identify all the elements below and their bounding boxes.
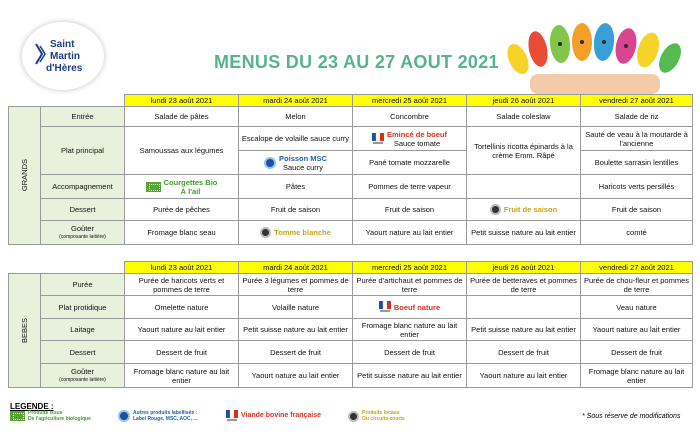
menu-cell: Melon (239, 107, 353, 127)
section-label-bebes: BEBES (9, 274, 41, 388)
menu-cell (239, 151, 353, 175)
menu-cell: Fromage blanc nature au lait entier (581, 364, 693, 388)
row-label-entree: Entrée (41, 107, 125, 127)
menu-item-bio: Courgettes Bio (163, 177, 218, 187)
menu-item-vbf: Boeuf nature (393, 302, 441, 312)
menu-cell: Samoussas aux légumes (125, 127, 239, 175)
menu-cell: Concombre (353, 107, 467, 127)
french-beef-icon (379, 301, 391, 313)
section-label-grands: GRANDS (9, 107, 41, 245)
menu-cell (125, 175, 239, 199)
painted-hands-image (500, 14, 692, 94)
day-header-wed: mercredi 25 août 2021 (353, 95, 467, 107)
legend-text: Produits issus (28, 410, 63, 416)
menu-cell: Petit suisse nature au lait entier (467, 319, 581, 341)
msc-label-icon (264, 157, 276, 169)
menu-cell: Yaourt nature au lait entier (581, 319, 693, 341)
row-label-dessert: Dessert (41, 199, 125, 221)
row-label-gouter: Goûter (composante laitière) (41, 364, 125, 388)
menu-cell: Yaourt nature au lait entier (125, 319, 239, 341)
row-sublabel: (composante laitière) (59, 233, 106, 240)
legend-text: Autres produits labellisés : (133, 410, 198, 416)
legend-item-local (348, 410, 405, 422)
menu-cell: Purée de haricots verts et pommes de terre (125, 274, 239, 296)
menu-cell: Haricots verts persillés (581, 175, 693, 199)
menu-cell: Fromage blanc nature au lait entier (125, 364, 239, 388)
menu-cell: Purée de chou-fleur et pommes de terre (581, 274, 693, 296)
legend-title: LEGENDE : (10, 402, 54, 411)
menu-cell: Sauté de veau à la moutarde à l'ancienne (581, 127, 693, 151)
city-logo (22, 22, 104, 90)
local-product-icon (490, 204, 501, 215)
menu-item-msc: Poisson MSC (279, 153, 327, 163)
menu-cell: Purée de pêches (125, 199, 239, 221)
page-title: MENUS DU 23 AU 27 AOUT 2021 (214, 52, 499, 72)
legend-text: De l'agriculture biologique (28, 416, 91, 422)
organic-label-icon (10, 411, 25, 421)
day-header-wed: mercredi 25 août 2021 (353, 262, 467, 274)
french-beef-icon (226, 410, 238, 422)
menu-cell: Salade coleslaw (467, 107, 581, 127)
menu-cell (467, 175, 581, 199)
menu-cell: Dessert de fruit (467, 341, 581, 364)
row-label-dessert: Dessert (41, 341, 125, 364)
row-label-accompagnement: Accompagnement (41, 175, 125, 199)
grands-menu-table (8, 94, 693, 245)
local-product-icon (260, 227, 271, 238)
menu-cell: Boulette sarrasin lentilles (581, 151, 693, 175)
legend-text: Label Rouge, MSC, AOC, ... (133, 416, 198, 422)
menu-cell: Fruit de saison (239, 199, 353, 221)
day-header-tue: mardi 24 août 2021 (239, 95, 353, 107)
menu-cell: Tortellinis ricotta épinards à la crème Emm. Râpé (467, 127, 581, 175)
msc-label-icon (118, 410, 130, 422)
menu-cell: Dessert de fruit (239, 341, 353, 364)
menu-cell (353, 127, 467, 151)
menu-cell: Purée 3 légumes et pommes de terre (239, 274, 353, 296)
day-header-thu: jeudi 26 août 2021 (467, 262, 581, 274)
menu-cell: Dessert de fruit (125, 341, 239, 364)
legend-text: Produits locaux (362, 410, 400, 416)
row-label-laitage: Laitage (41, 319, 125, 341)
row-label-plat: Plat principal (41, 127, 125, 175)
menu-cell: Yaourt nature au lait entier (467, 364, 581, 388)
day-header-mon: lundi 23 août 2021 (125, 95, 239, 107)
menu-cell: Fruit de saison (581, 199, 693, 221)
menu-cell: Pommes de terre vapeur (353, 175, 467, 199)
menu-cell (467, 199, 581, 221)
menu-cell (467, 296, 581, 319)
row-label-puree: Purée (41, 274, 125, 296)
menu-cell: Yaourt nature au lait entier (239, 364, 353, 388)
menu-item-local: Tomme blanche (274, 228, 331, 237)
day-header-mon: lundi 23 août 2021 (125, 262, 239, 274)
bebes-menu-table (8, 261, 693, 388)
menu-item-local: Fruit de saison (503, 205, 558, 214)
logo-text-line2: Martin (50, 51, 80, 62)
menu-cell: Dessert de fruit (353, 341, 467, 364)
local-product-icon (348, 411, 359, 422)
menu-cell: Omelette nature (125, 296, 239, 319)
menu-cell: comté (581, 221, 693, 245)
legend-text: Viande bovine française (241, 412, 322, 419)
row-label-plat-protidique: Plat protidique (41, 296, 125, 319)
menu-cell: Fruit de saison (353, 199, 467, 221)
menu-cell: Fromage blanc seau (125, 221, 239, 245)
menu-cell: Volaille nature (239, 296, 353, 319)
legend-item-vbf (226, 410, 321, 422)
menu-cell: Pané tomate mozzarelle (353, 151, 467, 175)
legend-text: Ou circuits courts (362, 416, 405, 422)
menu-cell: Fromage blanc nature au lait entier (353, 319, 467, 341)
french-beef-icon (372, 133, 384, 145)
day-header-tue: mardi 24 août 2021 (239, 262, 353, 274)
disclaimer-note: * Sous réserve de modifications (582, 413, 681, 420)
menu-cell: Pâtes (239, 175, 353, 199)
menu-cell: Purée d'artichaut et pommes de terre (353, 274, 467, 296)
logo-text-line1: Saint (50, 39, 75, 50)
day-header-fri: vendredi 27 août 2021 (581, 95, 693, 107)
day-header-thu: jeudi 26 août 2021 (467, 95, 581, 107)
menu-item-sauce: Sauce curry (282, 162, 324, 172)
row-sublabel: (composante laitière) (59, 376, 106, 383)
menu-cell: Escalope de volaille sauce curry (239, 127, 353, 151)
menu-cell (239, 221, 353, 245)
menu-cell: Salade de pâtes (125, 107, 239, 127)
menu-item-vbf: Emincé de boeuf (386, 129, 447, 139)
menu-item-sauce: Sauce tomate (393, 138, 441, 148)
menu-cell: Yaourt nature au lait entier (353, 221, 467, 245)
menu-cell: Dessert de fruit (581, 341, 693, 364)
menu-cell (353, 296, 467, 319)
menu-cell: Petit suisse nature au lait entier (353, 364, 467, 388)
menu-item-bio-detail: À l'ail (180, 186, 201, 196)
row-label-gouter: Goûter (composante laitière) (41, 221, 125, 245)
logo-text-line3: d'Hères (46, 63, 83, 74)
day-header-fri: vendredi 27 août 2021 (581, 262, 693, 274)
menu-cell: Petit suisse nature au lait entier (239, 319, 353, 341)
organic-label-icon (146, 182, 161, 192)
menu-cell: Veau nature (581, 296, 693, 319)
menu-cell: Petit suisse nature au lait entier (467, 221, 581, 245)
legend-item-bio (10, 410, 91, 422)
menu-cell: Salade de riz (581, 107, 693, 127)
menu-cell: Purée de betteraves et pommes de terre (467, 274, 581, 296)
legend-item-labels (118, 410, 198, 422)
